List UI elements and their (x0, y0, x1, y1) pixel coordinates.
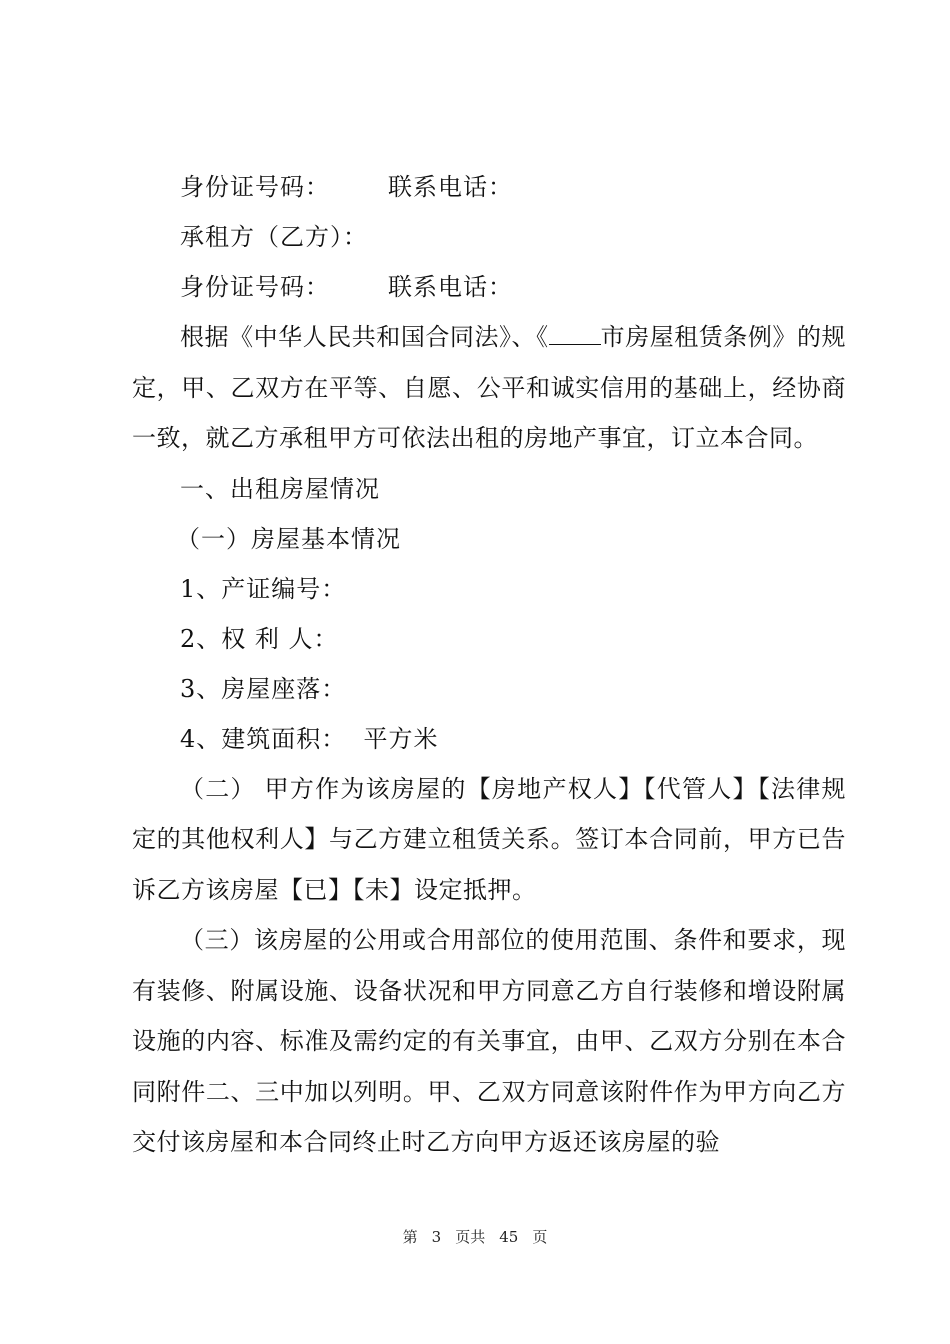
footer-suffix: 页 (532, 1228, 548, 1246)
id-phone-line-2 (132, 262, 846, 312)
law-basis-text-start: 根据《中华人民共和国合同法》、《 (180, 323, 549, 351)
document-body (132, 162, 846, 1168)
list-item (132, 664, 846, 714)
page-footer (0, 1226, 950, 1247)
law-basis-text-end: 市房屋租赁条例》的规定，甲、乙双方在平等、自愿、公平和诚实信用的基础上，经协商一致，就乙方承租甲方可依法出租的房地产事宜，订立本合同。 (132, 323, 847, 452)
ownership-paragraph (132, 764, 846, 916)
footer-prefix: 第 (402, 1228, 418, 1246)
location-label: 3、房屋座落： (180, 674, 347, 703)
section-title: 一、出租房屋情况 (180, 474, 380, 503)
ownership-text: （二） 甲方作为该房屋的【房地产权人】【代管人】【法律规定的其他权利人】与乙方建立租赁关系。签订本合同前，甲方已告诉乙方该房屋【已】【未】设定抵押。 (132, 774, 846, 904)
facilities-text: （三）该房屋的公用或合用部位的使用范围、条件和要求，现有装修、附属设施、设备状况和甲方同意乙方自行装修和增设附属设施的内容、标准及需约定的有关事宜，由甲、乙双方分别在本合同附件二、三中加以列明。甲、乙双方同意该附件作为甲方向乙方交付该房屋和本合同终止时乙方向甲方返还该房屋的验 (132, 926, 846, 1156)
list-item (132, 564, 846, 614)
phone-label: 联系电话： (388, 173, 513, 201)
certificate-number-label: 1、产证编号： (180, 574, 347, 603)
subsection-title: （一）房屋基本情况 (176, 524, 401, 553)
phone-label: 联系电话： (388, 273, 513, 301)
id-number-label: 身份证号码： (180, 273, 330, 301)
current-page-number: 3 (431, 1228, 442, 1246)
city-blank-field (549, 322, 601, 345)
list-item (132, 714, 846, 764)
footer-middle: 页共 (455, 1228, 486, 1246)
lessee-line (132, 212, 846, 262)
facilities-paragraph (132, 915, 846, 1168)
id-number-label: 身份证号码： (180, 173, 330, 201)
subsection-heading (132, 514, 846, 564)
area-label: 4、建筑面积： 平方米 (180, 724, 439, 753)
lessee-label: 承租方（乙方）： (180, 223, 368, 251)
law-basis-paragraph (132, 312, 846, 464)
section-heading (132, 464, 846, 514)
list-item (132, 614, 846, 664)
total-page-count: 45 (499, 1228, 519, 1246)
owner-label: 2、权 利 人： (180, 624, 339, 653)
id-phone-line-1 (132, 162, 846, 212)
